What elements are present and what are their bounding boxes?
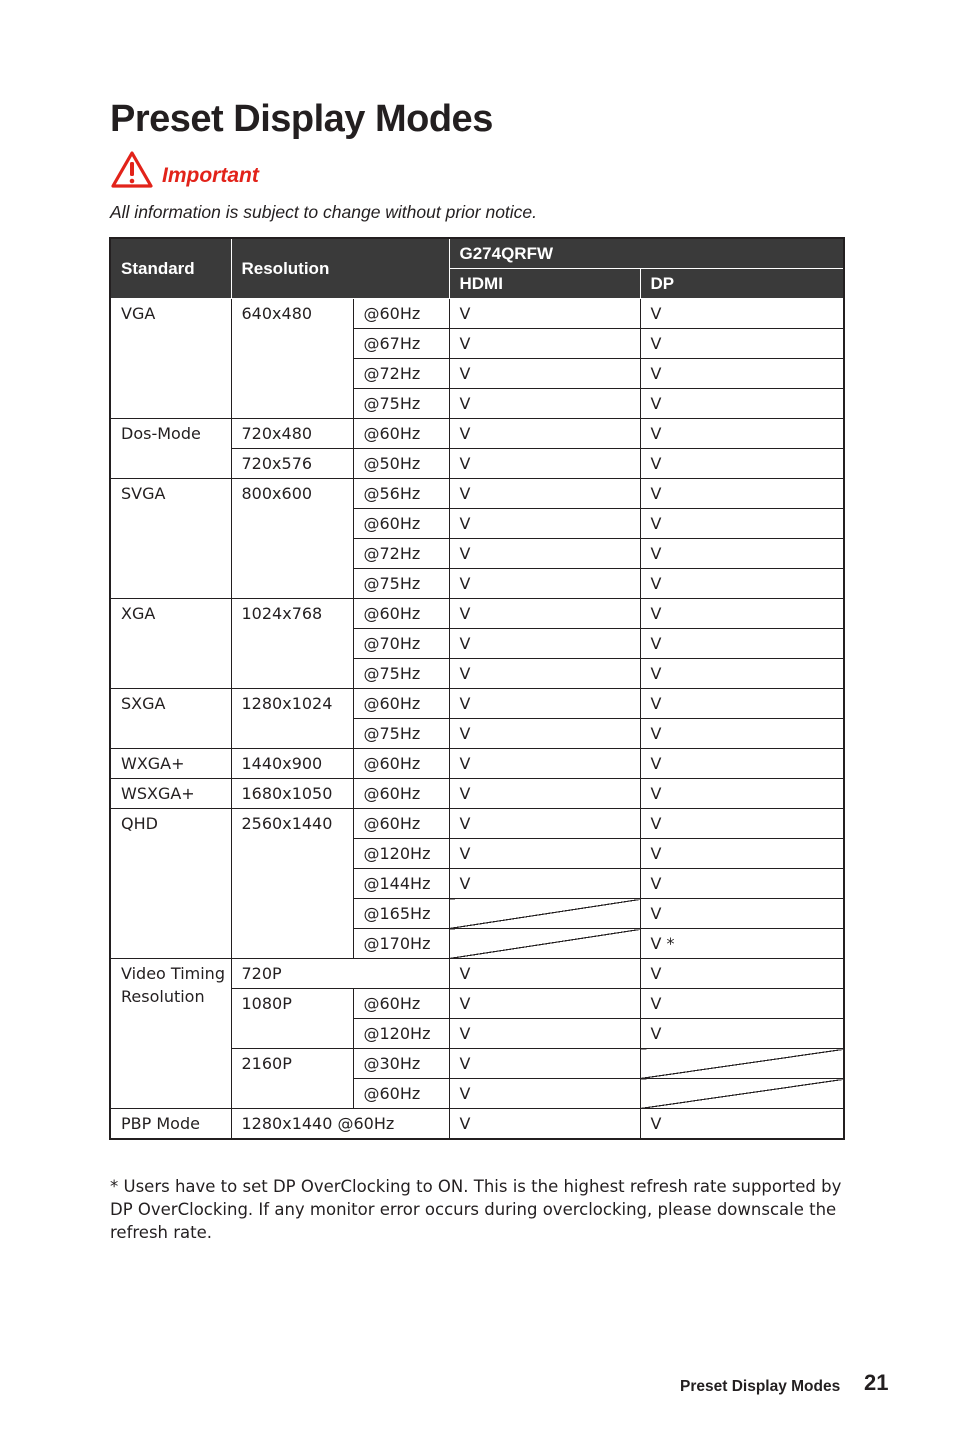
cell-standard: SXGA (110, 689, 231, 749)
cell-hdmi: V (449, 1019, 640, 1049)
cell-hdmi: V (449, 359, 640, 389)
footnote: * Users have to set DP OverClocking to ON. This is the highest refresh rate supported by DP OverClocking. If any monitor error occurs during overclocking, please downscale the refresh rate. (110, 1177, 842, 1242)
cell-resolution: 720P (231, 959, 449, 989)
cell-refresh: @60Hz (353, 809, 449, 839)
table-row (110, 689, 844, 719)
cell-resolution: 720x576 (231, 449, 353, 479)
table-row (110, 599, 844, 629)
cell-standard: WXGA+ (110, 749, 231, 779)
cell-dp: V (640, 629, 844, 659)
cell-standard: SVGA (110, 479, 231, 599)
cell-refresh: @67Hz (353, 329, 449, 359)
cell-resolution: 720x480 (231, 419, 353, 449)
cell-dp: V (640, 389, 844, 419)
cell-hdmi: V (449, 539, 640, 569)
cell-standard: WSXGA+ (110, 779, 231, 809)
cell-refresh: @75Hz (353, 389, 449, 419)
cell-dp: V (640, 479, 844, 509)
table-row (110, 419, 844, 449)
cell-hdmi: V (449, 1049, 640, 1079)
important-label: Important (162, 164, 259, 187)
cell-refresh: @170Hz (353, 929, 449, 959)
cell-dp: V (640, 419, 844, 449)
cell-dp: V (640, 509, 844, 539)
cell-dp: V (640, 539, 844, 569)
cell-dp: V (640, 899, 844, 929)
cell-hdmi: V (449, 419, 640, 449)
cell-hdmi: V (449, 839, 640, 869)
cell-hdmi: V (449, 299, 640, 329)
header-model: G274QRFW (449, 238, 844, 269)
table-row (110, 809, 844, 839)
cell-resolution: 1280x1440 @60Hz (231, 1109, 449, 1140)
cell-refresh: @60Hz (353, 509, 449, 539)
cell-hdmi: V (449, 389, 640, 419)
cell-hdmi: V (449, 329, 640, 359)
warning-icon (110, 150, 154, 190)
cell-dp: V (640, 359, 844, 389)
cell-refresh: @120Hz (353, 1019, 449, 1049)
cell-refresh: @60Hz (353, 989, 449, 1019)
cell-dp: V (640, 599, 844, 629)
cell-dp: V (640, 779, 844, 809)
cell-hdmi: V (449, 509, 640, 539)
page-number: 21 (864, 1370, 889, 1395)
header-dp: DP (640, 269, 844, 299)
cell-refresh: @60Hz (353, 419, 449, 449)
cell-dp: V (640, 869, 844, 899)
cell-dp: V (640, 449, 844, 479)
cell-resolution: 2160P (231, 1049, 353, 1109)
cell-resolution: 640x480 (231, 299, 353, 419)
cell-hdmi: V (449, 569, 640, 599)
cell-dp: V (640, 749, 844, 779)
table-row (110, 959, 844, 989)
cell-hdmi: V (449, 959, 640, 989)
cell-refresh: @72Hz (353, 539, 449, 569)
cell-refresh: @60Hz (353, 749, 449, 779)
cell-refresh: @50Hz (353, 449, 449, 479)
cell-refresh: @75Hz (353, 659, 449, 689)
cell-resolution: 1024x768 (231, 599, 353, 689)
cell-hdmi-unsupported (449, 929, 640, 959)
table-row (110, 779, 844, 809)
notice-text: All information is subject to change without prior notice. (110, 202, 538, 222)
cell-hdmi: V (449, 659, 640, 689)
cell-dp: V (640, 1109, 844, 1140)
cell-dp: V (640, 569, 844, 599)
cell-standard: Video Timing Resolution (110, 959, 231, 1109)
cell-dp: V (640, 989, 844, 1019)
cell-dp: V (640, 959, 844, 989)
cell-hdmi: V (449, 629, 640, 659)
cell-resolution: 1080P (231, 989, 353, 1049)
cell-hdmi: V (449, 719, 640, 749)
cell-standard: VGA (110, 299, 231, 419)
cell-refresh: @72Hz (353, 359, 449, 389)
header-resolution: Resolution (231, 238, 449, 299)
cell-hdmi-unsupported (449, 899, 640, 929)
cell-refresh: @60Hz (353, 689, 449, 719)
cell-standard: Dos-Mode (110, 419, 231, 479)
cell-dp: V (640, 719, 844, 749)
cell-resolution: 800x600 (231, 479, 353, 599)
cell-refresh: @60Hz (353, 599, 449, 629)
cell-standard: PBP Mode (110, 1109, 231, 1140)
cell-refresh: @75Hz (353, 569, 449, 599)
cell-refresh: @75Hz (353, 719, 449, 749)
cell-refresh: @56Hz (353, 479, 449, 509)
cell-dp: V (640, 299, 844, 329)
important-callout (110, 150, 259, 190)
table-row (110, 1109, 844, 1140)
cell-hdmi: V (449, 479, 640, 509)
header-standard: Standard (110, 238, 231, 299)
page-title: Preset Display Modes (110, 98, 493, 140)
cell-refresh: @70Hz (353, 629, 449, 659)
cell-hdmi: V (449, 989, 640, 1019)
cell-resolution: 2560x1440 (231, 809, 353, 959)
cell-hdmi: V (449, 869, 640, 899)
cell-hdmi: V (449, 779, 640, 809)
cell-hdmi: V (449, 809, 640, 839)
header-hdmi: HDMI (449, 269, 640, 299)
cell-refresh: @144Hz (353, 869, 449, 899)
cell-refresh: @60Hz (353, 779, 449, 809)
cell-dp: V * (640, 929, 844, 959)
footer-section-label: Preset Display Modes (680, 1378, 841, 1395)
cell-standard: QHD (110, 809, 231, 959)
cell-resolution: 1680x1050 (231, 779, 353, 809)
cell-refresh: @120Hz (353, 839, 449, 869)
cell-dp: V (640, 659, 844, 689)
cell-refresh: @60Hz (353, 299, 449, 329)
cell-hdmi: V (449, 599, 640, 629)
cell-refresh: @30Hz (353, 1049, 449, 1079)
cell-resolution: 1440x900 (231, 749, 353, 779)
preset-modes-table (109, 237, 845, 1140)
cell-hdmi: V (449, 689, 640, 719)
cell-dp: V (640, 1019, 844, 1049)
cell-hdmi: V (449, 1109, 640, 1140)
table-row (110, 299, 844, 329)
cell-refresh: @60Hz (353, 1079, 449, 1109)
cell-hdmi: V (449, 1079, 640, 1109)
table-row (110, 479, 844, 509)
cell-hdmi: V (449, 449, 640, 479)
cell-standard: XGA (110, 599, 231, 689)
cell-dp: V (640, 839, 844, 869)
cell-dp-unsupported (640, 1049, 844, 1079)
cell-hdmi: V (449, 749, 640, 779)
cell-dp: V (640, 809, 844, 839)
cell-dp-unsupported (640, 1079, 844, 1109)
cell-refresh: @165Hz (353, 899, 449, 929)
cell-dp: V (640, 689, 844, 719)
cell-resolution: 1280x1024 (231, 689, 353, 749)
table-row (110, 749, 844, 779)
cell-dp: V (640, 329, 844, 359)
